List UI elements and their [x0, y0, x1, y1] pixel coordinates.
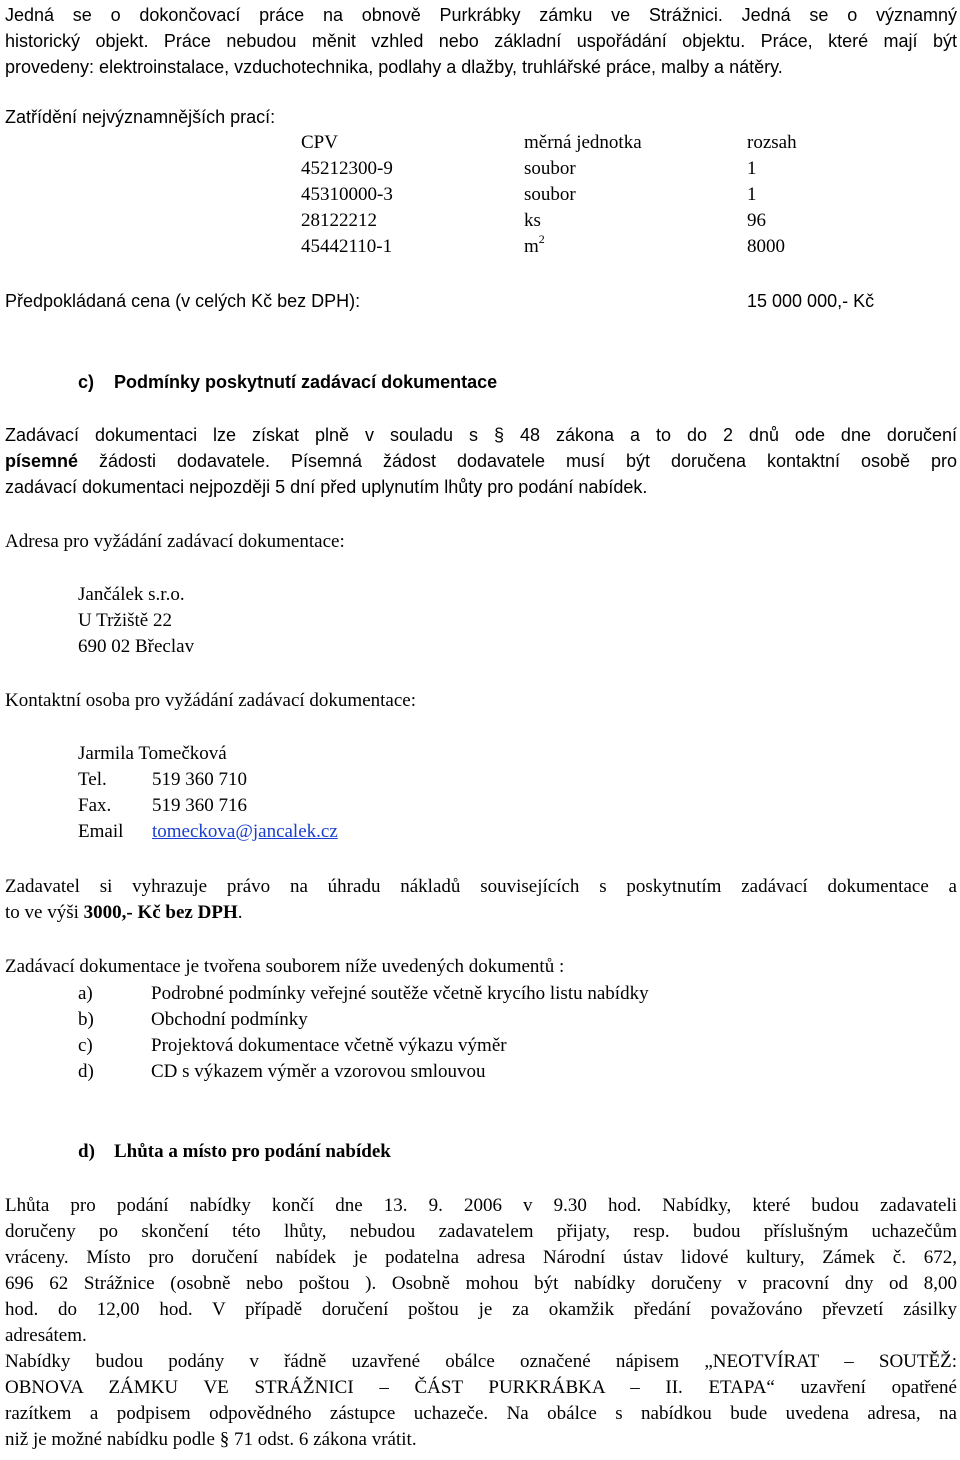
paragraph-line: vráceny. Místo pro doručení nabídek je podatelna adresa Národní ústav lidové kultury, Zámek č. 672,: [5, 1247, 957, 1268]
contact-fax: [78, 793, 338, 819]
cpv-header: CPV: [301, 132, 338, 153]
address-block: [78, 582, 194, 660]
paragraph-line: [5, 448, 957, 474]
scope: 8000: [747, 236, 785, 257]
intro-line: provedeny: elektroinstalace, vzduchotechnika, podlahy a dlažby, truhlářské práce, malby a nátěry.: [5, 57, 783, 77]
contact-name: Jarmila Tomečková: [78, 743, 227, 764]
cpv-code: 45212300-9: [301, 158, 393, 179]
section-sign: §: [493, 425, 504, 445]
list-letter: c): [78, 1035, 93, 1056]
text-run: 71 odst. 6 zákona vrátit.: [234, 1429, 417, 1450]
text-run: to ve výši: [5, 902, 84, 923]
intro-paragraph: [5, 2, 957, 80]
paragraph-line: [5, 422, 957, 448]
text-run: .: [237, 902, 243, 923]
section-title: Podmínky poskytnutí zadávací dokumentace: [114, 372, 498, 392]
price-row: [5, 288, 957, 314]
paragraph-line: Zadavatel si vyhrazuje právo na úhradu nákladů souvisejících s poskytnutím zadávací dokumentace a: [5, 876, 957, 897]
classification-label: Zatřídění nejvýznamnějších prací:: [5, 107, 276, 127]
scope-header: rozsah: [747, 132, 797, 153]
contact-email: [78, 819, 338, 845]
text-run: Zadávací dokumentaci lze získat plně v souladu s: [5, 425, 478, 445]
unit: [524, 231, 545, 260]
fax-label: Fax.: [78, 795, 112, 816]
fee-paragraph: [5, 874, 957, 926]
section-letter: c): [78, 372, 95, 392]
paragraph-line: Nabídky budou podány v řádně uzavřené obálce označené nápisem „NEOTVÍRAT – SOUTĚŽ:: [5, 1351, 957, 1372]
contact-block: [78, 741, 338, 845]
email-label: Email: [78, 821, 124, 842]
paragraph-line: razítkem a podpisem odpovědného zástupce uchazeče. Na obálce s nabídkou bude uvedena adresa, na: [5, 1403, 957, 1424]
price-value: 15 000 000,- Kč: [747, 291, 875, 311]
list-text: Obchodní podmínky: [151, 1009, 308, 1030]
table-row: [5, 208, 957, 234]
contact-label: Kontaktní osoba pro vyžádání zadávací dokumentace:: [5, 690, 416, 711]
list-letter: a): [78, 983, 93, 1004]
contact-tel: [78, 767, 338, 793]
section-c-heading: [78, 369, 497, 395]
paragraph-line: zadávací dokumentaci nejpozději 5 dní před uplynutím lhůty pro podání nabídek.: [5, 477, 648, 497]
paragraph-line: OBNOVA ZÁMKU VE STRÁŽNICI – ČÁST PURKRÁBKA – II. ETAPA“ uzavření opatřené: [5, 1377, 957, 1398]
paragraph-line: [5, 900, 957, 926]
paragraph-line: [5, 1427, 957, 1453]
fax-value: 519 360 716: [152, 795, 247, 816]
cpv-code: 45442110-1: [301, 236, 393, 257]
text-run: niž je možné nabídku podle: [5, 1429, 215, 1450]
tel-label: Tel.: [78, 769, 107, 790]
table-row: [5, 231, 957, 260]
table-row: [5, 156, 957, 182]
paragraph-line: adresátem.: [5, 1325, 87, 1346]
unit: soubor: [524, 184, 576, 205]
unit: soubor: [524, 158, 576, 179]
list-letter: b): [78, 1009, 94, 1030]
scope: 1: [747, 158, 757, 179]
table-row: [5, 182, 957, 208]
paragraph-line: hod. do 12,00 hod. V případě doručení poštou je za okamžik předání považováno převzetí zásilky: [5, 1299, 957, 1320]
email-link[interactable]: tomeckova@jancalek.cz: [152, 821, 338, 842]
cpv-code: 45310000-3: [301, 184, 393, 205]
unit-base: m: [524, 236, 539, 257]
address-label: Adresa pro vyžádání zadávací dokumentace:: [5, 531, 345, 552]
section-c-paragraph: [5, 422, 957, 500]
section-d-heading: [78, 1139, 391, 1165]
address-line: U Tržiště 22: [78, 610, 172, 631]
unit: ks: [524, 210, 541, 231]
paragraph-line: Lhůta pro podání nabídky končí dne 13. 9. 2006 v 9.30 hod. Nabídky, které budou zadavateli: [5, 1195, 957, 1216]
section-title: Lhůta a místo pro podání nabídek: [114, 1141, 391, 1162]
address-line: Jančálek s.r.o.: [78, 584, 185, 605]
list-text: Podrobné podmínky veřejné soutěže včetně krycího listu nabídky: [151, 983, 649, 1004]
section-d-paragraph: [5, 1193, 957, 1453]
price-label: Předpokládaná cena (v celých Kč bez DPH):: [5, 291, 361, 311]
unit-header: měrná jednotka: [524, 132, 642, 153]
address-line: 690 02 Břeclav: [78, 636, 195, 657]
list-item: [78, 1007, 308, 1033]
paragraph-line: doručeny po skončení této lhůty, nebudou zadavatelem přijaty, resp. budou příslušným uchazečům: [5, 1221, 957, 1242]
list-text: Projektová dokumentace včetně výkazu výměr: [151, 1035, 507, 1056]
section-sign: §: [219, 1429, 230, 1450]
scope: 1: [747, 184, 757, 205]
text-run: 48 zákona a to do 2 dnů ode dne doručení: [519, 425, 957, 445]
list-item: [78, 1059, 486, 1085]
unit-superscript: 2: [538, 231, 545, 246]
paragraph-line: 696 62 Strážnice (osobně nebo poštou ). Osobně mohou být nabídky doručeny v pracovní dny od 8,00: [5, 1273, 957, 1294]
docs-intro: Zadávací dokumentace je tvořena souborem níže uvedených dokumentů :: [5, 956, 565, 977]
section-letter: d): [78, 1141, 95, 1162]
bold-text: písemné: [5, 451, 79, 471]
fee-amount: 3000,- Kč bez DPH: [83, 902, 238, 923]
tel-value: 519 360 710: [152, 769, 247, 790]
intro-line: Jedná se o dokončovací práce na obnově Purkrábky zámku ve Strážnici. Jedná se o významný: [5, 5, 957, 25]
cpv-code: 28122212: [301, 210, 377, 231]
scope: 96: [747, 210, 766, 231]
list-item: [78, 981, 649, 1007]
intro-line: historický objekt. Práce nebudou měnit vzhled nebo základní uspořádání objektu. Práce, které mají být: [5, 31, 957, 51]
list-item: [78, 1033, 507, 1059]
list-text: CD s výkazem výměr a vzorovou smlouvou: [151, 1061, 486, 1082]
list-letter: d): [78, 1061, 94, 1082]
cpv-header-row: [5, 130, 957, 156]
text-run: žádosti dodavatele. Písemná žádost dodavatele musí být doručena kontaktní osobě pro: [78, 451, 957, 471]
